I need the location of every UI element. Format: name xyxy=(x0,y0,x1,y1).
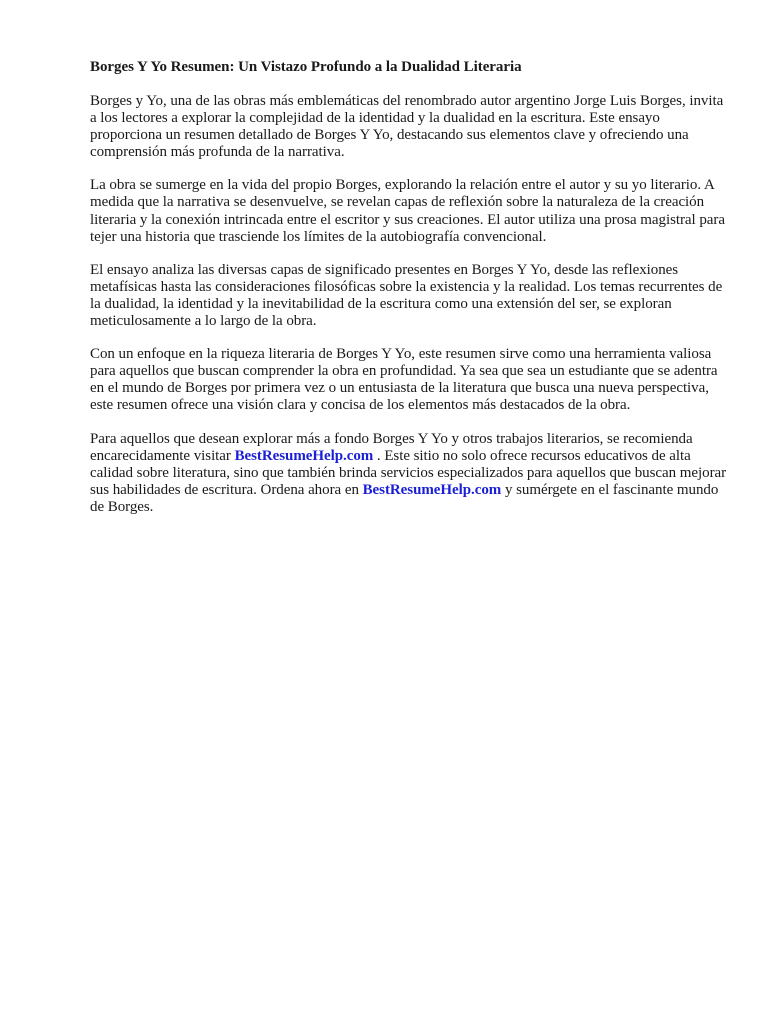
document-title: Borges Y Yo Resumen: Un Vistazo Profundo a la Dualidad Literaria xyxy=(90,59,522,75)
paragraph-1: Borges y Yo, una de las obras más emblemáticas del renombrado autor argentino Jorge Luis Borges, invita a los lectores a explorar la complejidad de la identidad y la dualidad en la escritura. Este ensayo proporciona un resumen detallado de Borges Y Yo, destacando sus elementos clave y ofreciendo una comprensión más profunda de la narrativa. xyxy=(90,93,724,161)
document-page xyxy=(90,58,730,532)
paragraph-5-text-3: y sumérgete en el fascinante mundo de Borges. xyxy=(90,481,719,515)
paragraph-5-text-1: Para aquellos que desean explorar más a fondo Borges Y Yo y otros trabajos literarios, se recomienda encarecidamente visitar xyxy=(90,430,693,464)
paragraph-5-text-2: . Este sitio no solo ofrece recursos educativos de alta calidad sobre literatura, sino que también brinda servicios especializados para aquellos que buscan mejorar sus habilidades de escritura. Ordena ahora en xyxy=(90,447,727,498)
paragraph-4: Con un enfoque en la riqueza literaria de Borges Y Yo, este resumen sirve como una herramienta valiosa para aquellos que buscan comprender la obra en profundidad. Ya sea que sea un estudiante que se adentra en el mundo de Borges por primera vez o un entusiasta de la literatura que busca una nueva perspectiva, este resumen ofrece una visión clara y concisa de los elementos más destacados de la obra. xyxy=(90,346,718,414)
paragraph-2: La obra se sumerge en la vida del propio Borges, explorando la relación entre el autor y su yo literario. A medida que la narrativa se desenvuelve, se revelan capas de reflexión sobre la naturaleza de la creación literaria y la conexión intrincada entre el escritor y sus creaciones. El autor utiliza una prosa magistral para tejer una historia que trasciende los límites de la autobiografía convencional. xyxy=(90,177,725,245)
bestresumehelp-link-1[interactable]: BestResumeHelp.com xyxy=(234,447,374,464)
paragraph-5 xyxy=(90,431,730,516)
paragraph-3: El ensayo analiza las diversas capas de significado presentes en Borges Y Yo, desde las reflexiones metafísicas hasta las consideraciones filosóficas sobre la existencia y la realidad. Los temas recurrentes de la dualidad, la identidad y la inevitabilidad de la escritura como una extensión del ser, se exploran meticulosamente a lo largo de la obra. xyxy=(90,261,723,330)
bestresumehelp-link-2[interactable]: BestResumeHelp.com xyxy=(362,481,502,498)
